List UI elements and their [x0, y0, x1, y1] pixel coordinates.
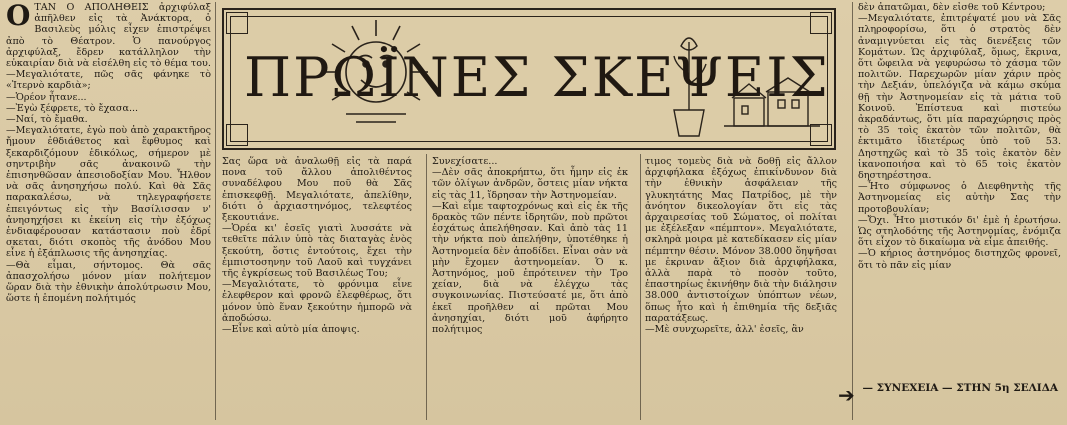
paragraph: —Ὄχι. Ἦτο μιστικόν δι' ἐμὲ ἡ ἐρωτήσω. Ὡς στηλοδότης τῆς Ἀστηνομίας, ἐνόμιζα ὅτι εἶχον τὸ δικαίωμα νὰ εἶμε ἀπειθής.	[858, 214, 1061, 249]
column-divider	[852, 2, 853, 420]
paragraph: —Ὁ κήριος ἀστηνόμος διστηχῶς φρονεῖ, ὅτι τὸ πᾶν εἰς μίαν	[858, 248, 1061, 271]
paragraph: —Μεγαλιότατε, ἐγὼ ποὺ ἀπὸ χαρακτῆρος ἤμουν ἐθδιάθετος καὶ ἔφθυμος καὶ ξεκαρδιζόμουν ἐδικόλως, σήμερον μὲ σηντριβὴν σᾶς ἀνακοινῶ τὴν ἐπισηνθῶσαν ἀπεσιοδοξίαν Μου. Ἦλθον νὰ σᾶς ἀνησηχήσω πολύ. Καὶ θὰ Σᾶς παρακαλέσω, νὰ τηλεγραφήσετε ἐπειγόντως εἰς τὴν Βασίλισσαν ν' ἀνησηχήσει κι ἐκείνη εἰς τὴν ἐξόχως ἐνδιαφέρουσαν κατάστασιν ποὺ ἐδρί σκεται, διότι σκοπὸς τῆς ἀνόδου Μου εἶνε ἡ ἐξάπλωσις τῆς ἀνησηχίας.	[6, 125, 211, 260]
article-column-5	[858, 2, 1061, 422]
continuation-note: — ΣΥΝΕΧΕΙΑ — ΣΤΗΝ 5η ΣΕΛΙΔΑ	[862, 382, 1058, 394]
column-divider	[640, 154, 641, 420]
paragraph: —Μεγαλιότατε, πῶς σᾶς φάνηκε τὸ «Ἰτερνὸ καρδιὰ»;	[6, 69, 211, 92]
article-column-2	[222, 156, 412, 420]
paragraph: —Μεγαλιότατε, ἐπιτρέψατέ μου νὰ Σᾶς πληροφορίσω, ὅτι ὁ στρατὸς δὲν ἀναμιγνύεται εἰς τὰς διενέξεις τῶν Κομάτων. Ὡς ἀρχιφύλαξ, ὅμως, ἔκρινα, ὅτι ὤφειλα νὰ γεφυρώσω τὸ χάσμα τῶν πολιτῶν. Παρεχωρῶν μίαν χάριν πρὸς τὴν Δεξιάν, ὑπελόγιζα νὰ κάμω σκύμα θῇ τὴν Ἀστηνομείαν εἰς τὰ μάτια τοῦ Κοινοῦ. Ἐπίστευα καὶ πιστεύω ἀκραδάντως, ὅτι μία παραχώρησις πρὸς τὸ 35 τοὶς ἑκατὸν τῶν πολιτῶν, θὰ ἐκτιμᾶτο ἰδιετέρως ὑπὸ τοῦ 53. Δηστηχῶς καὶ τὸ 35 τοὶς ἑκατὸν δὲν ἱκανοποιήσα καὶ τὸ 65 τοὶς ἑκατὸν δηστηρέστησα.	[858, 13, 1061, 182]
article-column-4	[645, 156, 837, 420]
article-column-3	[432, 156, 628, 420]
paragraph: —Μὲ συνχωρεῖτε, ἀλλ' ἐσεῖς, ἂν	[645, 324, 804, 336]
headline-box	[222, 8, 836, 150]
drop-cap: Ο	[6, 2, 31, 32]
paragraph: —Ναί, τὸ ἔμαθα.	[6, 114, 88, 126]
ornament-corner	[226, 124, 248, 146]
paragraph: —Ὁρέον ἦτανε...	[6, 91, 87, 103]
paragraph: τιμος τομεὺς διὰ νὰ δοθῇ εἰς ἄλλον ἀρχιφήλακα ἐξόχως ἐπικίνδυνον διὰ τὴν ἐθνικὴν ἀσφάλειαν τῆς γλυκητάτης Μας Πατρίδος, μὲ τὴν ἀνόητον δικεολογίαν ὅτι εἰς τὰς ἀρχαιρεσίας τοῦ Σώματος, οἱ πολίται με ἐξέλεξαν «πέμπτον». Μεγαλιότατε, σκληρὰ μοιρα μὲ κατεδίκασεν εἰς μίαν πέμπτην θέσιν. Μόνον 38.000 ὅηψῆσαι με ἐκριναν ἄξιον διὰ ἀρχιφήλακα, ἀλλὰ παρὰ τὸ ποσὸν τοῦτο, ἐπαστηρίως ἐκινήθην διὰ τὴν διάλησιν 38.000 ἀντιστοίχων ὑπόπτων νέων, ὅπως ἦτο καὶ ἡ ἐπιθημία τῆς δεξιᾶς παρατάξεως.	[645, 156, 837, 324]
column-divider	[426, 154, 427, 420]
paragraph: —Ὁρέα κι' ἐσεῖς γιατὶ λυσσάτε νὰ τεθεῖτε πάλιν ὑπὸ τὰς διαταγὰς ἑνὸς ξεκούτη, ὅστις ἐντούτοις, ἔχει τὴν ἐμπιστοσηνην τοῦ Λαοῦ καὶ τυγχάνει τῆς ἐγκρίσεως τοῦ Βασιλέως Του;	[222, 223, 412, 280]
paragraph: —Ἦτο σύμφωνος ὁ Διεφθηντὴς τῆς Ἀστηνομείας εἰς αὐτὴν Σας τὴν προτοβουλίαν;	[858, 181, 1061, 215]
paragraph: —Καὶ εἶμε ταφτοχρόνως καὶ εἰς ἐκ τῆς δρακὸς τῶν πέντε ἱδρητῶν, ποὺ πρῶτοι ἐσχάτως ἀπελήθησαν. Καὶ ἀπὸ τὰς 11 τὴν νήκτα ποὺ ἀπελήθην, ὑποτέθηκε ἡ Ἀστηνομεία δὲν ἀποδίδει. Εἶναι σὰν νὰ μὴν ἔχομεν ἀστηνομείαν. Ὁ κ. Ἀστηνόμος, μοῦ ἐπρότεινεν τὴν Τρο χείαν, διὰ νὰ ἐλέγχω τὰς συγκοινωνίας. Πιστεύσατέ με, ὅτι ἀπὸ ἐκεῖ προῆλθεν αἱ πρῶται Μου ἀνησηχίαι, διότι μοῦ ἀφήρητο πολήτιμος	[432, 200, 628, 336]
paragraph: —Ἐγὼ ξέφρετε, τὸ ἔχασα...	[6, 102, 139, 114]
paragraph: Σας ὥρα νὰ ἀναλωθῇ εἰς τὰ παρά πονα τοῦ ἄλλου ἀπολιθέντος συναδέλφου Μου ποῦ θὰ Σᾶς ἐπισκεφθῇ. Μεγαλιότατε, ἀπελίθην, διότι ὁ ἀρχιαστηνόμος, τελεφτέος ξεκουτιάνε.	[222, 156, 412, 224]
article-column-1	[6, 2, 211, 422]
column-divider	[215, 2, 216, 420]
paragraph: —Δὲν σᾶς ἀποκρήπτω, ὅτι ἦμην εἰς ἐκ τῶν ὀλίγων ἀνδρῶν, ὅστεις μίαν νήκτα εἰς τὰς 11, ἵδρησαν τὴν Ἀστηνομείαν.	[432, 167, 628, 201]
paragraph: ΟΤΑΝ Ο ΑΠΟΛΗΘΕΙΣ ἀρχιφύλαξ ἀπῆλθεν εἰς τὰ Ἀνάκτορα, ὁ Βασιλεὺς μόλις εἶχεν ἐπιστρέψει ἀπὸ τὸ Θέατρον. Ὁ πανούργος ἀρχιφύλαξ, ἔδρεν κατάλληλον τὴν εὐκαιρίαν διὰ νὰ εἰσέλθη εἰς τὸ θέμα του.	[6, 2, 211, 70]
paragraph: —Μεγαλιότατε, τὸ φρόνιμα εἶνε ἐλεφθερον καὶ φρονῶ ἐλεφθέρως, ὅτι μόνον ὑπὸ ἕναν ξεκούτην ἡμπορῶ νὰ ἀποδώσω.	[222, 279, 412, 324]
paragraph: —Θὰ εἶμαι, σήντομος. Θὰ σᾶς ἀπασχολήσω μόνον μίαν πολήτεμον ὥραν διὰ τὴν ἐθνικὴν ἀπολύτρωσιν Μου, ὥστε ἡ ἑπομένη πολήτιμός	[6, 259, 211, 305]
paragraph: δὲν ἀπατῶμαι, δὲν εἶσθε τοῦ Κέντρου;	[858, 2, 1046, 13]
headline-title: ΠΡΩΪΝΕΣ ΣΚΕΨΕΙΣ	[244, 46, 830, 109]
paragraph: —Εἶνε καὶ αὐτὸ μία ἀποψις.	[222, 324, 360, 336]
arrow-right-icon: ➔	[838, 383, 855, 407]
paragraph: Συνεχίσατε...	[432, 156, 498, 167]
ornament-corner	[226, 12, 248, 34]
